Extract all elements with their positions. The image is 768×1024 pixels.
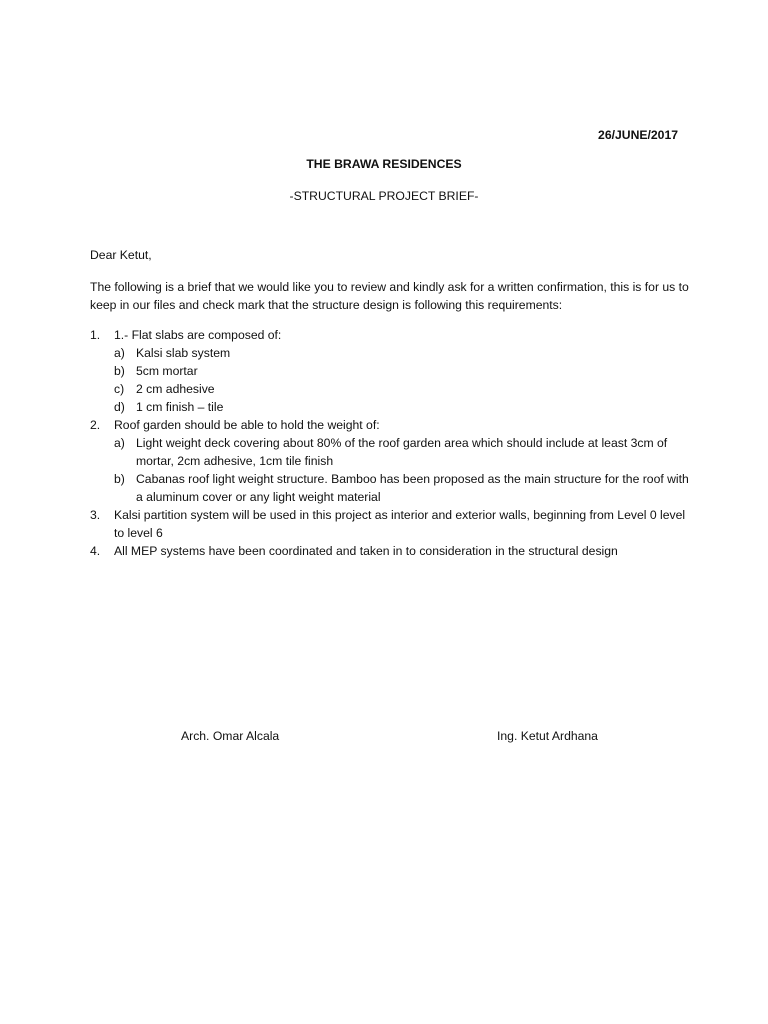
sub-item-letter: a): [114, 346, 125, 360]
item-number: 4.: [90, 544, 101, 558]
list-item: [90, 416, 690, 506]
list-item: [90, 542, 690, 560]
sub-item-text: Light weight deck covering about 80% of the roof garden area which should include at least 3cm of mortar, 2cm adhesive, 1cm tile finish: [136, 436, 668, 468]
signature-right: Ing. Ketut Ardhana: [497, 729, 598, 743]
sub-item-text: 1 cm finish – tile: [136, 400, 224, 414]
item-number: 2.: [90, 418, 101, 432]
document-title: THE BRAWA RESIDENCES: [306, 157, 462, 171]
sub-item-letter: c): [114, 382, 125, 396]
list-item: [90, 326, 690, 416]
sub-item-text: 5cm mortar: [136, 364, 198, 378]
sub-item-letter: a): [114, 436, 125, 450]
document-subtitle: -STRUCTURAL PROJECT BRIEF-: [289, 189, 479, 203]
item-text: All MEP systems have been coordinated and taken in to consideration in the structural design: [114, 544, 618, 558]
item-text: Kalsi partition system will be used in this project as interior and exterior walls, beginning from Level 0 level to level 6: [114, 508, 686, 540]
item-number: 3.: [90, 508, 101, 522]
sub-item-letter: d): [114, 400, 125, 414]
sub-item-text: 2 cm adhesive: [136, 382, 215, 396]
sub-item: [114, 470, 690, 506]
letter-greeting: Dear Ketut,: [90, 248, 152, 262]
intro-paragraph: The following is a brief that we would like you to review and kindly ask for a written confirmation, this is for us to keep in our files and check mark that the structure design is following this requirements:: [90, 280, 689, 312]
sub-item: [114, 434, 690, 470]
item-number: 1.: [90, 328, 101, 342]
sub-item: [114, 344, 690, 362]
sub-item: [114, 380, 690, 398]
requirements-list: [90, 326, 690, 560]
sub-item-text: Kalsi slab system: [136, 346, 231, 360]
document-date: 26/JUNE/2017: [598, 128, 678, 142]
sub-item-letter: b): [114, 472, 125, 486]
item-text: 1.- Flat slabs are composed of:: [114, 328, 282, 342]
sub-item-letter: b): [114, 364, 125, 378]
signature-left: Arch. Omar Alcala: [181, 729, 280, 743]
sub-item: [114, 398, 690, 416]
sub-item: [114, 362, 690, 380]
item-text: Roof garden should be able to hold the weight of:: [114, 418, 380, 432]
sub-item-text: Cabanas roof light weight structure. Bamboo has been proposed as the main structure for the roof with a aluminum cover or any light weight material: [136, 472, 689, 504]
list-item: [90, 506, 690, 542]
